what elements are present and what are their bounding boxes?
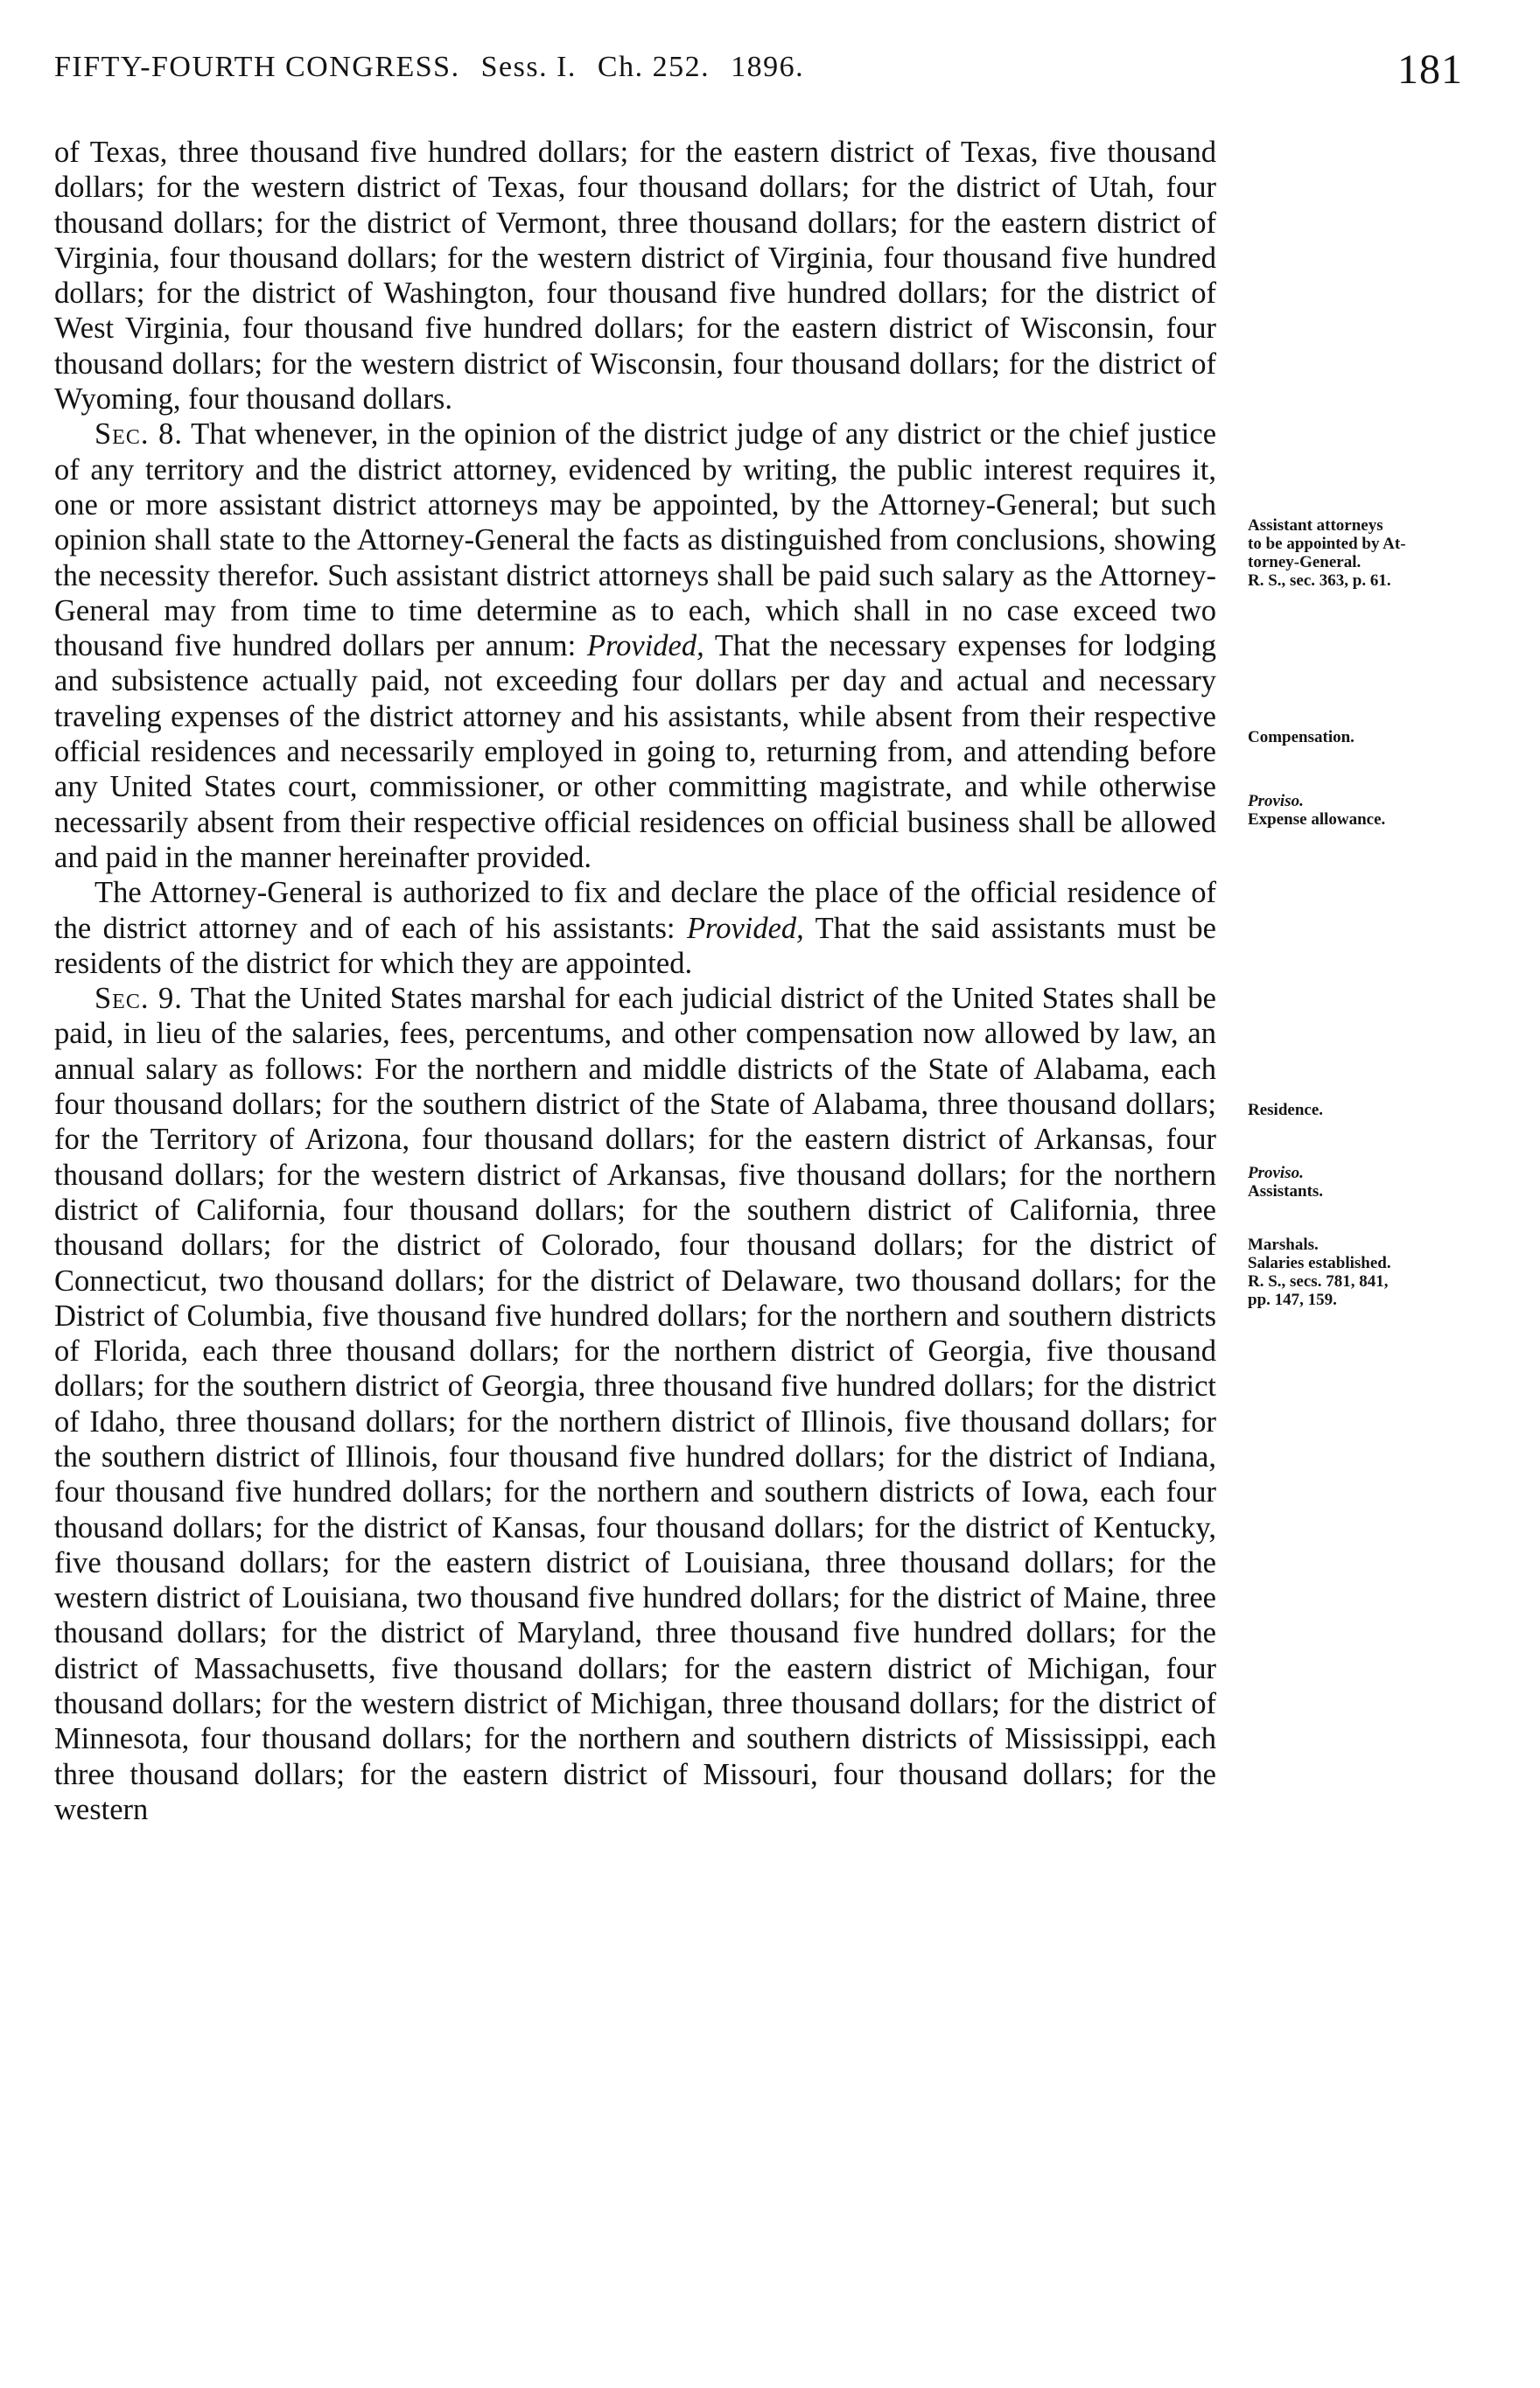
proviso-word: Provided, bbox=[586, 629, 704, 663]
margin-note-marshals bbox=[1248, 1236, 1510, 1309]
margin-note-line: Assistant attorneys bbox=[1248, 516, 1383, 535]
paragraph-residence bbox=[54, 875, 1216, 981]
header-session: Sess. I. bbox=[480, 51, 577, 83]
header-title bbox=[54, 51, 816, 84]
paragraph-text: of Texas, three thousand five hundred dollars; for the eastern district of Texas, five thousand dollars; for the western district of Texas, four thousand dollars; for the district of Utah, four thousand dollars; for the district of Vermont, three thousand dollars; for the eastern district of Virginia, four thousand dollars; for the western district of Virginia, four thousand five hundred dollars; for the district of Washington, four thousand five hundred dollars; for the district of West Virginia, four thousand five hundred dollars; for the eastern district of Wisconsin, four thousand dollars; for the western district of Wisconsin, four thousand dollars; for the district of Wyoming, four thousand dollars. bbox=[54, 136, 1216, 417]
margin-note-line: Compensation. bbox=[1248, 728, 1354, 746]
paragraph-text-after: That the necessary expenses for lodging and subsistence actually paid, not exceeding four dollars per day and actual and necessary traveling expenses of the district attorney and his assistants, while absent from their respective official residences and necessarily employed in going to, returning from, and attending before any United States court, commissioner, or other committing magistrate, and while otherwise necessarily absent from their respective official residences on official business shall be allowed and paid in the manner hereinafter provided. bbox=[54, 629, 1216, 874]
paragraph-text-after: That the said assistants must be residents of the district for which they are appointed. bbox=[54, 911, 1216, 980]
header-congress: FIFTY-FOURTH CONGRESS. bbox=[54, 51, 460, 83]
running-header bbox=[54, 46, 1489, 98]
margin-note-assistant-attorneys bbox=[1248, 516, 1510, 590]
margin-note-residence bbox=[1248, 1101, 1510, 1119]
paragraph-text: That the United States marshal for each judicial district of the United States shall be paid, in lieu of the salaries, fees, percentums, and other compensation now allowed by law, an annual salary as follows: For the northern and middle districts of the State of Alabama, each four thousand dollars; for the southern district of the State of Alabama, three thousand dollars; for the Territory of Arizona, four thousand dollars; for the eastern district of Arkansas, four thousand dollars; for the western district of Arkansas, five thousand dollars; for the northern district of California, four thousand dollars; for the southern district of California, three thousand dollars; for the district of Colorado, four thousand dollars; for the district of Connecticut, two thousand dollars; for the district of Delaware, two thousand dollars; for the District of Columbia, five thousand five hundred dollars; for the northern and southern districts of Florida, each three thousand dollars; for the northern district of Georgia, five thousand dollars; for the southern district of Georgia, three thousand five hundred dollars; for the district of Idaho, three thousand dollars; for the northern district of Illinois, five thousand dollars; for the southern district of Illinois, four thousand five hundred dollars; for the district of Indiana, four thousand five hundred dollars; for the northern and southern districts of Iowa, each four thousand dollars; for the district of Kansas, four thousand dollars; for the district of Kentucky, five thousand dollars; for the eastern district of Louisiana, three thousand dollars; for the western district of Louisiana, two thousand five hundred dollars; for the district of Maine, three thousand dollars; for the district of Maryland, three thousand five hundred dollars; for the district of Massachusetts, five thousand dollars; for the eastern district of Michigan, four thousand dollars; for the western district of Michigan, three thousand dollars; for the district of Minnesota, four thousand dollars; for the northern and southern districts of Mississippi, each three thousand dollars; for the eastern district of Missouri, four thousand dollars; for the western bbox=[54, 982, 1216, 1826]
margin-note-line: Expense allowance. bbox=[1248, 810, 1386, 829]
margin-note-line: pp. 147, 159. bbox=[1248, 1291, 1337, 1309]
paragraph-text: The Attorney-General is authorized to fix and declare the place of the official residence of the district attorney and of each of his assistants: bbox=[54, 876, 1216, 945]
paragraph-section-8 bbox=[54, 417, 1216, 875]
margin-note-italic: Proviso. bbox=[1248, 792, 1304, 810]
paragraph-continuation bbox=[54, 135, 1216, 417]
section-label: Sec. 8. bbox=[94, 417, 184, 452]
margin-note-line: R. S., sec. 363, p. 61. bbox=[1248, 571, 1391, 590]
margin-note-line: Residence. bbox=[1248, 1101, 1324, 1119]
paragraph-text: That whenever, in the opinion of the district judge of any district or the chief justice of any territory and the district attorney, evidenced by writing, the public interest requires it, one or more assistant district attorneys may be appointed, by the Attorney-General; but such opinion shall state to the Attorney-General the facts as distinguished from conclusions, showing the necessity therefor. Such assistant district attorneys shall be paid such salary as the Attorney-General may from time to time determine as to each, which shall in no case exceed two thousand five hundred dollars per annum: bbox=[54, 417, 1217, 663]
margin-note-line: Salaries established. bbox=[1248, 1254, 1391, 1272]
margin-note-compensation bbox=[1248, 728, 1510, 746]
section-label: Sec. 9. bbox=[94, 982, 183, 1016]
margin-note-line: to be appointed by At- bbox=[1248, 535, 1406, 553]
margin-note-italic: Proviso. bbox=[1248, 1164, 1304, 1182]
margin-note-line: Assistants. bbox=[1248, 1182, 1324, 1201]
proviso-word: Provided, bbox=[686, 911, 804, 945]
margin-note-line: Marshals. bbox=[1248, 1236, 1319, 1254]
header-year: 1896. bbox=[731, 51, 805, 83]
margin-note-line: torney-General. bbox=[1248, 553, 1362, 571]
margin-note-line: R. S., secs. 781, 841, bbox=[1248, 1272, 1389, 1291]
paragraph-section-9 bbox=[54, 981, 1216, 1827]
main-text-column bbox=[54, 135, 1216, 1827]
header-chapter: Ch. 252. bbox=[597, 51, 710, 83]
margin-note-expense-allowance bbox=[1248, 792, 1510, 829]
page-number: 181 bbox=[1397, 46, 1463, 93]
margin-note-assistants bbox=[1248, 1164, 1510, 1201]
